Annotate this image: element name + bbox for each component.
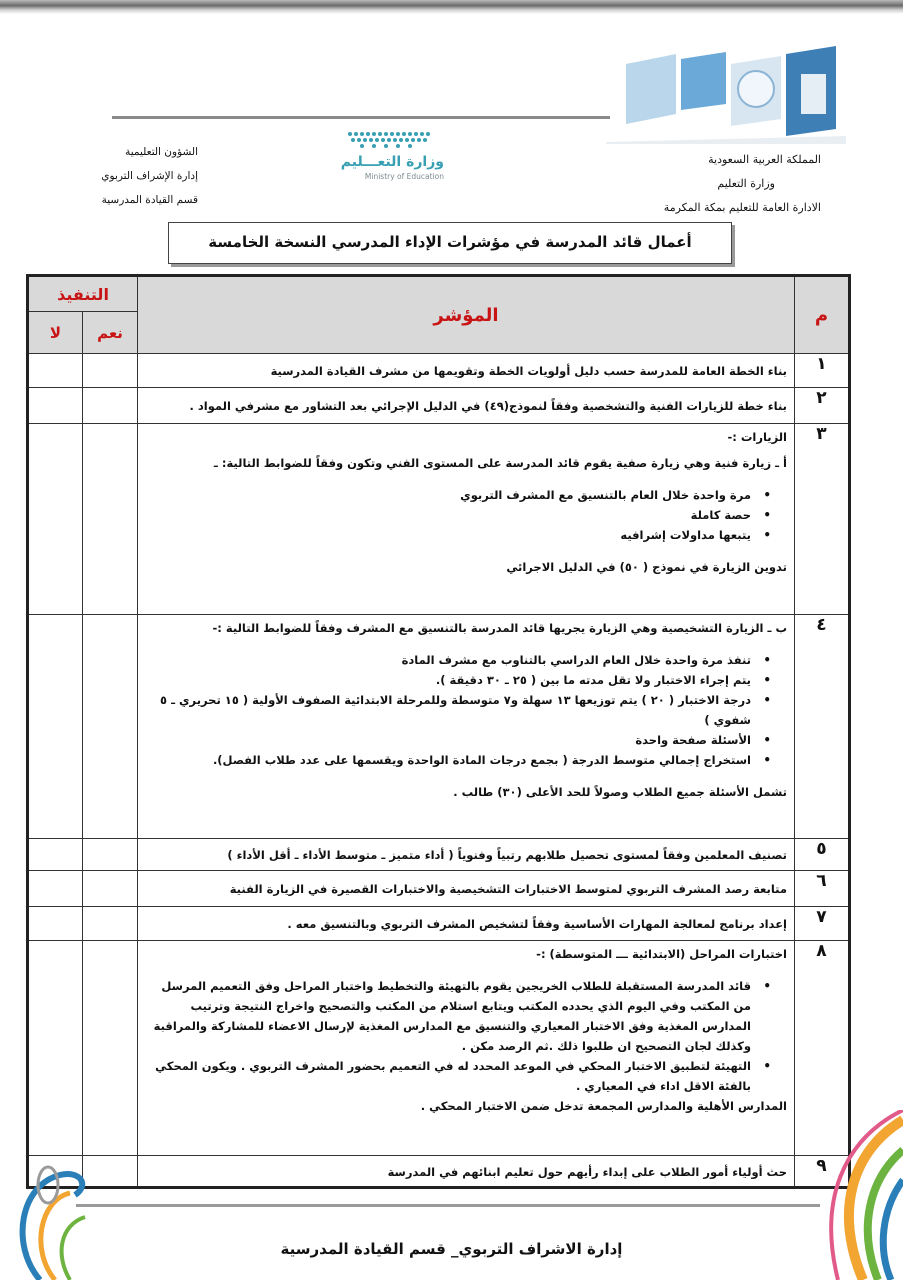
- indicator-text: [138, 424, 795, 615]
- visits-heading: الزيارات :-: [727, 430, 787, 444]
- technical-visit-rules: [146, 485, 787, 545]
- page-footer: إدارة الاشراف التربوي_ قسم القيادة المدرسية: [280, 1240, 623, 1258]
- educational-affairs-label: الشؤون التعليمية: [125, 146, 198, 158]
- list-item: • الأسئلة صفحة واحدة: [146, 730, 771, 750]
- list-item: • حصة كاملة: [146, 505, 771, 525]
- ministry-name: وزارة التعليم: [717, 177, 775, 190]
- list-item: • درجة الاختبار ( ٢٠ ) يتم توزيعها ١٣ سهلة و٧ متوسطة وللمرحلة الابتدائية الصفوف الأولية ( ١٥ تحريري ـ ٥ شفوي ): [146, 690, 771, 730]
- table-row: [28, 354, 850, 388]
- table-row: [28, 1156, 850, 1188]
- indicator-text: بناء خطة للزيارات الفنية والتشخصية وفقاً لنموذج(٤٩) في الدليل الإجرائي بعد التشاور مع مشرفي المواد .: [138, 388, 795, 424]
- no-cell[interactable]: [28, 941, 83, 1156]
- school-leadership-label: قسم القيادة المدرسية: [101, 194, 198, 206]
- technical-visit-intro: أ ـ زيارة فنية وهي زيارة صفية يقوم قائد المدرسة على المستوى الفني وتكون وفقاً للضوابط التالية: ـ: [213, 456, 787, 470]
- row-number: ٥: [795, 839, 850, 871]
- no-cell[interactable]: [28, 871, 83, 907]
- supervision-admin-label: إدارة الإشراف التربوي: [101, 170, 198, 182]
- row-number: ٨: [795, 941, 850, 1156]
- header-collage-image: [606, 44, 846, 144]
- no-cell[interactable]: [28, 907, 83, 941]
- no-cell[interactable]: [28, 424, 83, 615]
- indicator-text: بناء الخطة العامة للمدرسة حسب دليل أولويات الخطة وتقويمها من مشرف القيادة المدرسية: [138, 354, 795, 388]
- row-number: ٩: [795, 1156, 850, 1188]
- decorative-swirl-left: [0, 1155, 120, 1280]
- indicator-text: متابعة رصد المشرف التربوي لمتوسط الاختبارات التشخيصية والاختبارات القصيرة في الزيارة الفنية: [138, 871, 795, 907]
- page-title: أعمال قائد المدرسة في مؤشرات الإداء المدرسي النسخة الخامسة: [168, 222, 732, 264]
- no-cell[interactable]: [28, 615, 83, 839]
- row-number: ٧: [795, 907, 850, 941]
- stage-exams-heading: اختبارات المراحل (الابتدائية ـــ المتوسطة) :-: [536, 947, 787, 961]
- yes-cell[interactable]: [83, 839, 138, 871]
- header-execution: التنفيذ: [28, 276, 138, 312]
- indicators-table: [26, 274, 851, 1189]
- row-number: ١: [795, 354, 850, 388]
- indicator-text: [138, 941, 795, 1156]
- header-yes: نعم: [83, 312, 138, 354]
- table-row: [28, 615, 850, 839]
- header-no: لا: [28, 312, 83, 354]
- list-item: • استخراج إجمالي متوسط الدرجة ( بجمع درجات المادة الواحدة ويقسمها على عدد طلاب الفصل).: [146, 750, 771, 770]
- row-number: ٦: [795, 871, 850, 907]
- ministry-logo: [334, 128, 494, 188]
- yes-cell[interactable]: [83, 388, 138, 424]
- department-header-block: [86, 140, 198, 212]
- yes-cell[interactable]: [83, 615, 138, 839]
- visit-record-note: تدوين الزيارة في نموذج ( ٥٠) في الدليل الاجرائي: [506, 560, 787, 574]
- diagnostic-visit-rules: [146, 650, 787, 770]
- list-item: • مرة واحدة خلال العام بالتنسيق مع المشرف التربوي: [146, 485, 771, 505]
- logo-arabic-text: وزارة التعـــليم: [340, 154, 444, 170]
- table-row: [28, 388, 850, 424]
- stage-exams-rules: [146, 976, 787, 1096]
- indicator-text: حث أولياء أمور الطلاب على إبداء رأيهم حول تعليم ابنائهم في المدرسة: [138, 1156, 795, 1188]
- header-num: م: [795, 276, 850, 354]
- directorate-name: الادارة العامة للتعليم بمكة المكرمة: [663, 201, 821, 214]
- row-number: ٤: [795, 615, 850, 839]
- private-schools-note: المدارس الأهلية والمدارس المجمعة تدخل ضمن الاختبار المحكي .: [420, 1099, 787, 1113]
- diagnostic-visit-intro: ب ـ الزيارة التشخيصية وهي الزيارة يجريها قائد المدرسة بالتنسيق مع المشرف وفقاً للضوابط التالية :-: [212, 621, 787, 635]
- yes-cell[interactable]: [83, 871, 138, 907]
- header-divider: [112, 116, 610, 119]
- logo-dots-icon: [340, 128, 440, 154]
- row-number: ٢: [795, 388, 850, 424]
- no-cell[interactable]: [28, 839, 83, 871]
- indicator-text: تصنيف المعلمين وفقاً لمستوى تحصيل طلابهم رتبياً وفنوياً ( أداء متميز ـ متوسط الأداء ـ أقل الأداء ): [138, 839, 795, 871]
- yes-cell[interactable]: [83, 354, 138, 388]
- yes-cell[interactable]: [83, 907, 138, 941]
- indicator-text: [138, 615, 795, 839]
- kingdom-header-block: [621, 148, 821, 220]
- yes-cell[interactable]: [83, 424, 138, 615]
- list-item: • التهيئة لتطبيق الاختبار المحكي في الموعد المحدد له في التعميم بحضور المشرف التربوي . ويكون المحكي بالفئة الاقل اداء في المعياري .: [146, 1056, 771, 1096]
- table-row: [28, 839, 850, 871]
- list-item: • قائد المدرسة المستقبلة للطلاب الخريجين يقوم بالتهيئة والتخطيط واختبار المراحل وفق التعميم المرسل من المكتب وفي اليوم الذي يحدده المكتب ويتابع استلام من المكتب والتصحيح واخراج النتيجة وترتيب المدارس المغذية وفق الاختبار المعياري والتنسيق مع المدارس المغذية لإرسال الاعضاء للمشاركة والمراقبة وكذلك لجان التصحيح ان طلبوا ذلك .ثم الرصد مكن .: [146, 976, 771, 1056]
- logo-english-text: Ministry of Education: [364, 172, 444, 181]
- table-row: [28, 941, 850, 1156]
- row-number: ٣: [795, 424, 850, 615]
- no-cell[interactable]: [28, 388, 83, 424]
- list-item: • تنفذ مرة واحدة خلال العام الدراسي بالتناوب مع مشرف المادة: [146, 650, 771, 670]
- header-indicator: المؤشر: [138, 276, 795, 354]
- table-header-row: [28, 276, 850, 312]
- no-cell[interactable]: [28, 354, 83, 388]
- table-row: [28, 424, 850, 615]
- top-border-strip: [0, 0, 903, 14]
- table-row: [28, 871, 850, 907]
- table-row: [28, 907, 850, 941]
- list-item: • يتم إجراء الاختبار ولا تقل مدته ما بين ( ٢٥ ـ ٣٠ دقيقة ).: [146, 670, 771, 690]
- indicator-text: إعداد برنامج لمعالجة المهارات الأساسية وفقاً لتشخيص المشرف التربوي وبالتنسيق معه .: [138, 907, 795, 941]
- kingdom-name: المملكة العربية السعودية: [708, 153, 821, 166]
- footer-divider: [76, 1204, 820, 1207]
- questions-scope-note: تشمل الأسئلة جميع الطلاب وصولاً للحد الأعلى (٣٠) طالب .: [453, 785, 787, 799]
- yes-cell[interactable]: [83, 941, 138, 1156]
- list-item: • يتبعها مداولات إشرافيه: [146, 525, 771, 545]
